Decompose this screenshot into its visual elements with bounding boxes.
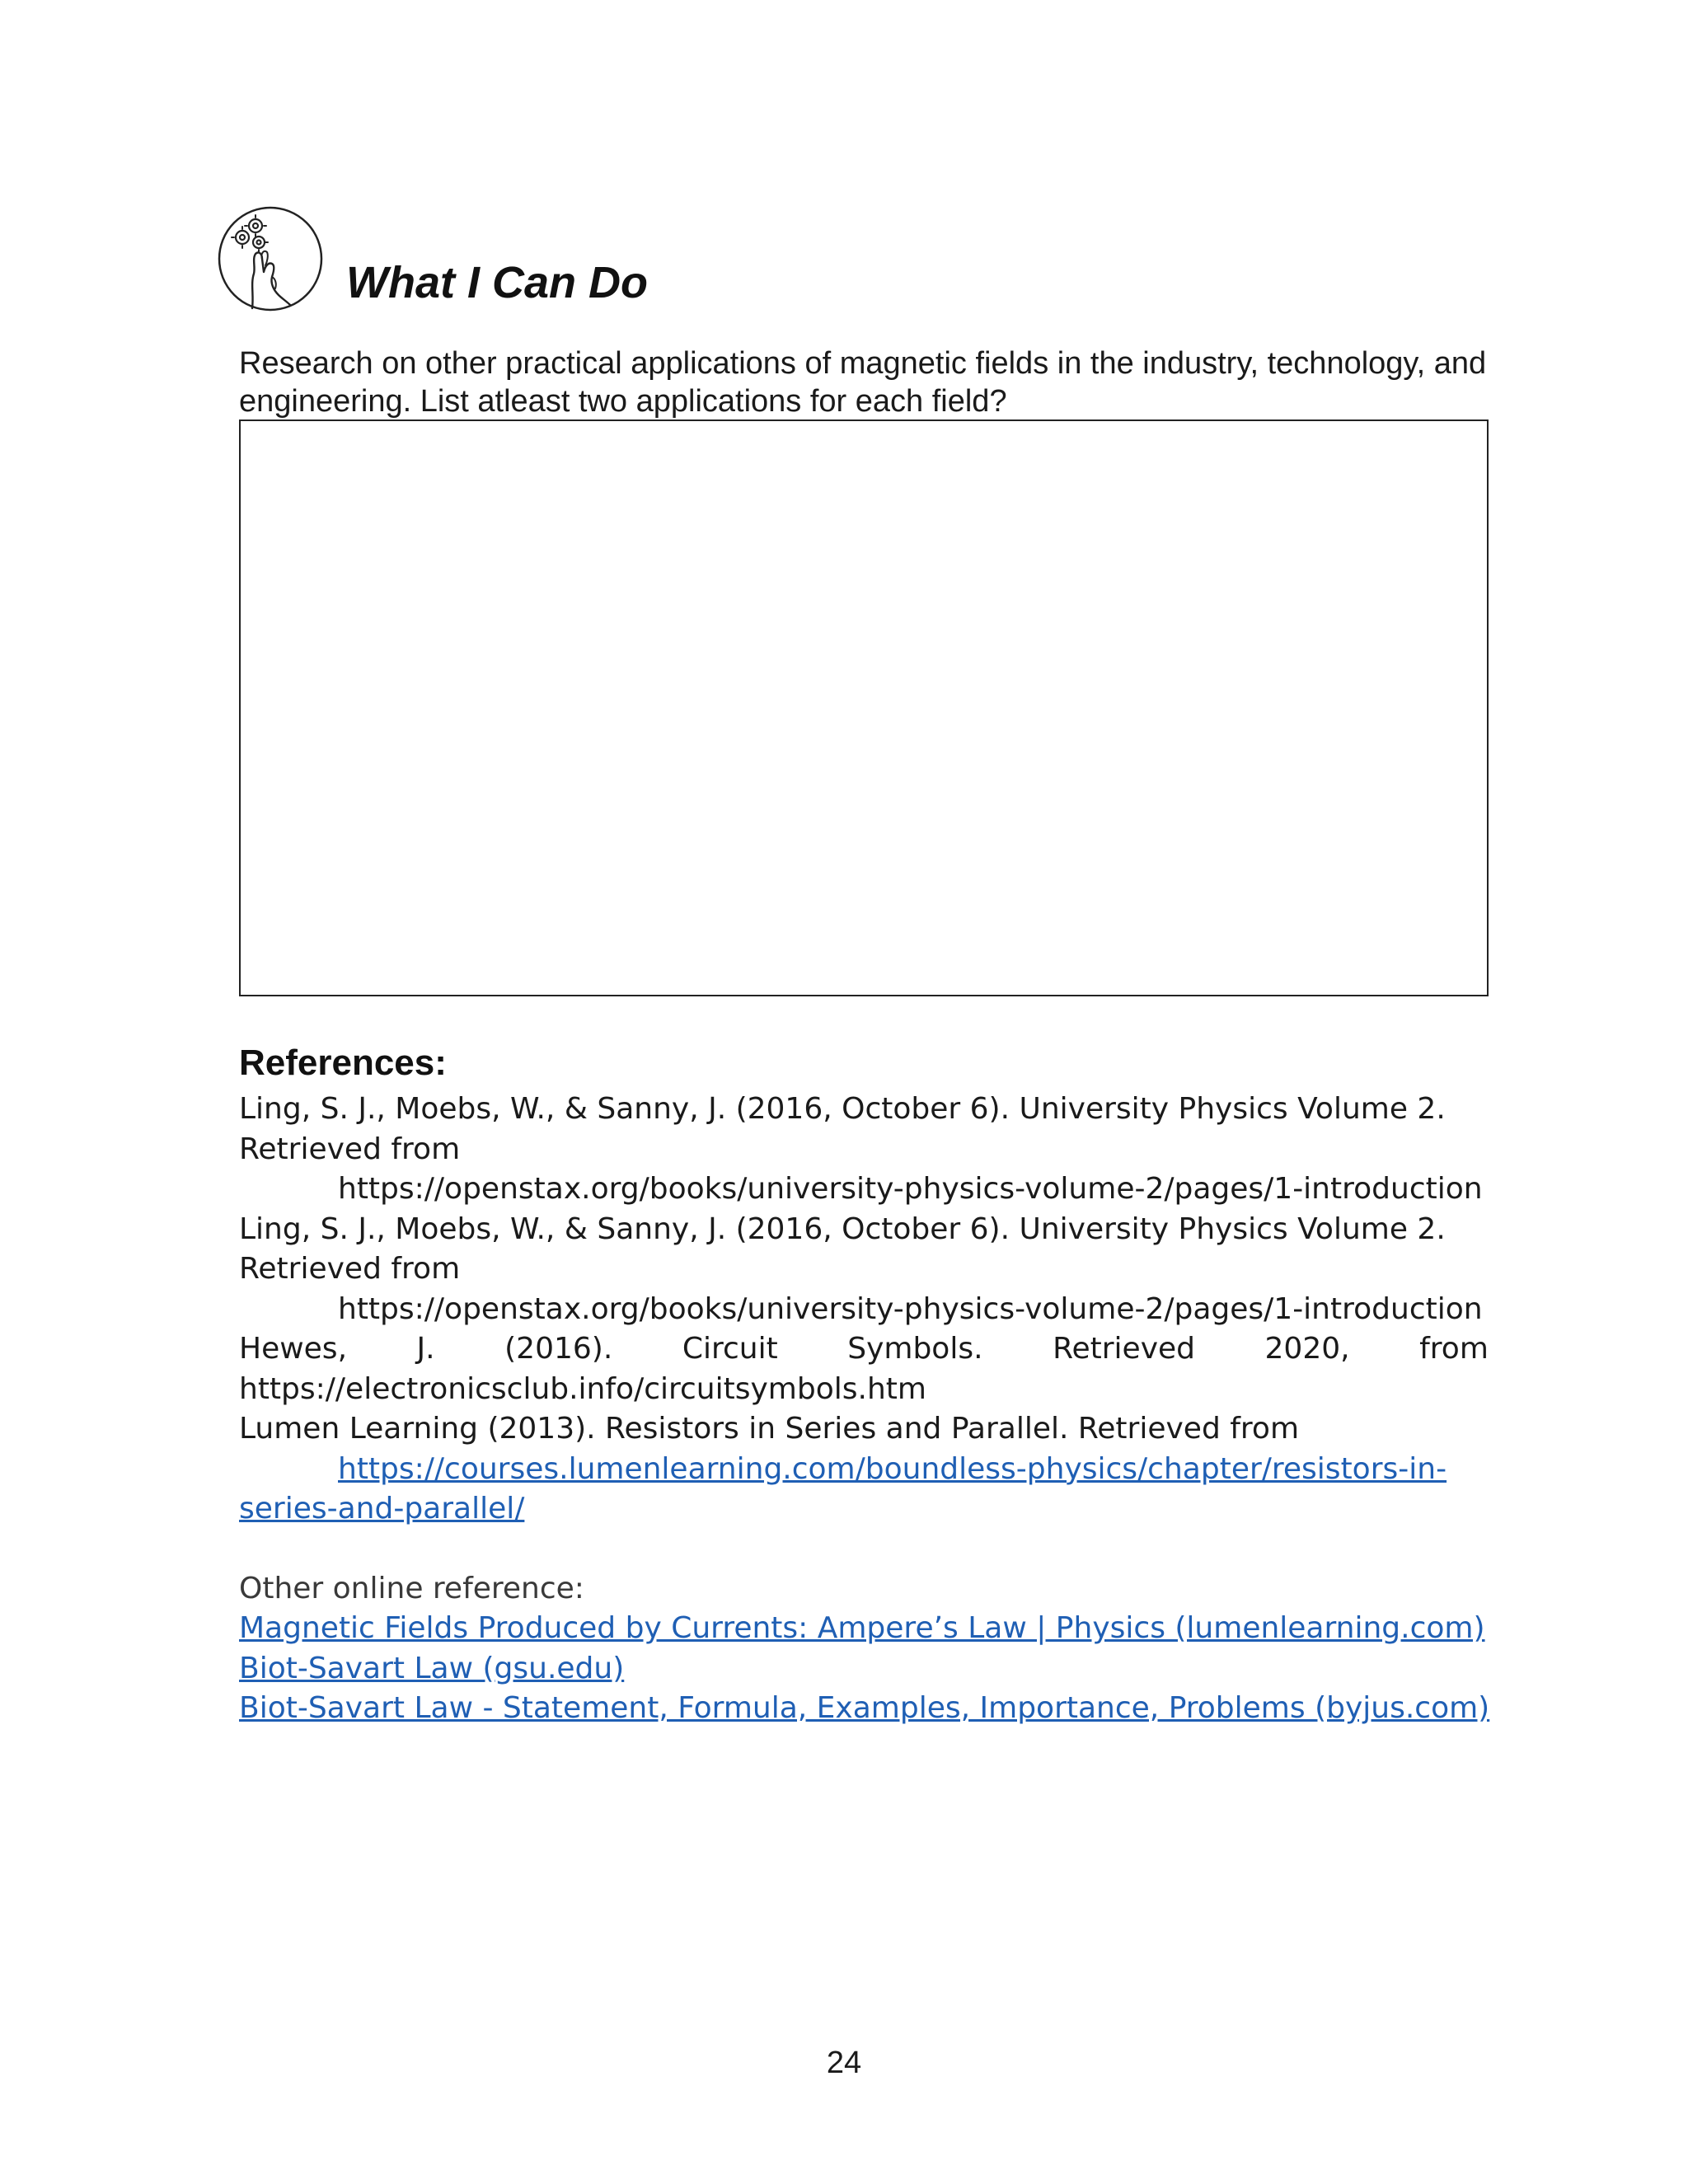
reference-3-word: Retrieved xyxy=(1053,1332,1195,1366)
section-title: What I Can Do xyxy=(346,258,648,307)
references-list xyxy=(239,1090,1489,1729)
spacer xyxy=(239,1530,1489,1569)
answer-box[interactable] xyxy=(239,419,1489,996)
reference-2-line-1 xyxy=(239,1210,1489,1250)
activity-instructions: Research on other practical applications of magnetic fields in the industry, technology, and engineering. List atleast two applications for each field? xyxy=(239,346,1487,419)
reference-4-link-part-2[interactable]: series-and-parallel/ xyxy=(239,1492,525,1526)
reference-4-url-line-1 xyxy=(239,1450,1489,1490)
other-references-label: Other online reference: xyxy=(239,1571,584,1605)
reference-4-url-line-2 xyxy=(239,1489,1489,1530)
reference-3-word: from xyxy=(1419,1332,1489,1366)
reference-3-word: Symbols. xyxy=(847,1332,983,1366)
reference-3-word: 2020, xyxy=(1264,1332,1350,1366)
reference-2-citation: Ling, S. J., Moebs, W., & Sanny, J. (2016, October 6). University Physics Volume 2. xyxy=(239,1212,1446,1246)
reference-1-url: https://openstax.org/books/university-physics-volume-2/pages/1-introduction xyxy=(338,1172,1483,1206)
reference-1-citation: Ling, S. J., Moebs, W., & Sanny, J. (2016, October 6). University Physics Volume 2. xyxy=(239,1092,1446,1126)
reference-2-line-2: Retrieved from xyxy=(239,1252,461,1286)
biot-savart-byjus-link[interactable]: Biot-Savart Law - Statement, Formula, Examples, Importance, Problems (byjus.com) xyxy=(239,1691,1490,1725)
reference-3-word: (2016). xyxy=(504,1332,613,1366)
other-reference-item xyxy=(239,1649,1489,1690)
reference-2-url: https://openstax.org/books/university-physics-volume-2/pages/1-introduction xyxy=(338,1291,1483,1326)
reference-3-line-1 xyxy=(239,1329,1489,1370)
reference-3-word: Circuit xyxy=(682,1332,778,1366)
reference-3-word: Hewes, xyxy=(239,1332,348,1366)
other-reference-item xyxy=(239,1609,1489,1649)
references-heading: References: xyxy=(239,1043,447,1083)
biot-savart-gsu-link[interactable]: Biot-Savart Law (gsu.edu) xyxy=(239,1651,625,1685)
hand-holding-gears-icon xyxy=(216,204,325,313)
ampere-law-link[interactable]: Magnetic Fields Produced by Currents: Ampere’s Law | Physics (lumenlearning.com) xyxy=(239,1611,1485,1645)
reference-4-line-1: Lumen Learning (2013). Resistors in Series and Parallel. Retrieved from xyxy=(239,1412,1300,1446)
reference-3-url: https://electronicsclub.info/circuitsymbols.htm xyxy=(239,1371,926,1406)
reference-1-line-1 xyxy=(239,1090,1489,1130)
reference-3-word: J. xyxy=(416,1332,435,1366)
reference-1-line-2: Retrieved from xyxy=(239,1132,461,1166)
reference-4-link-part-1[interactable]: https://courses.lumenlearning.com/boundless-physics/chapter/resistors-in- xyxy=(338,1451,1447,1486)
page-number: 24 xyxy=(826,2046,862,2080)
other-reference-item xyxy=(239,1689,1489,1729)
